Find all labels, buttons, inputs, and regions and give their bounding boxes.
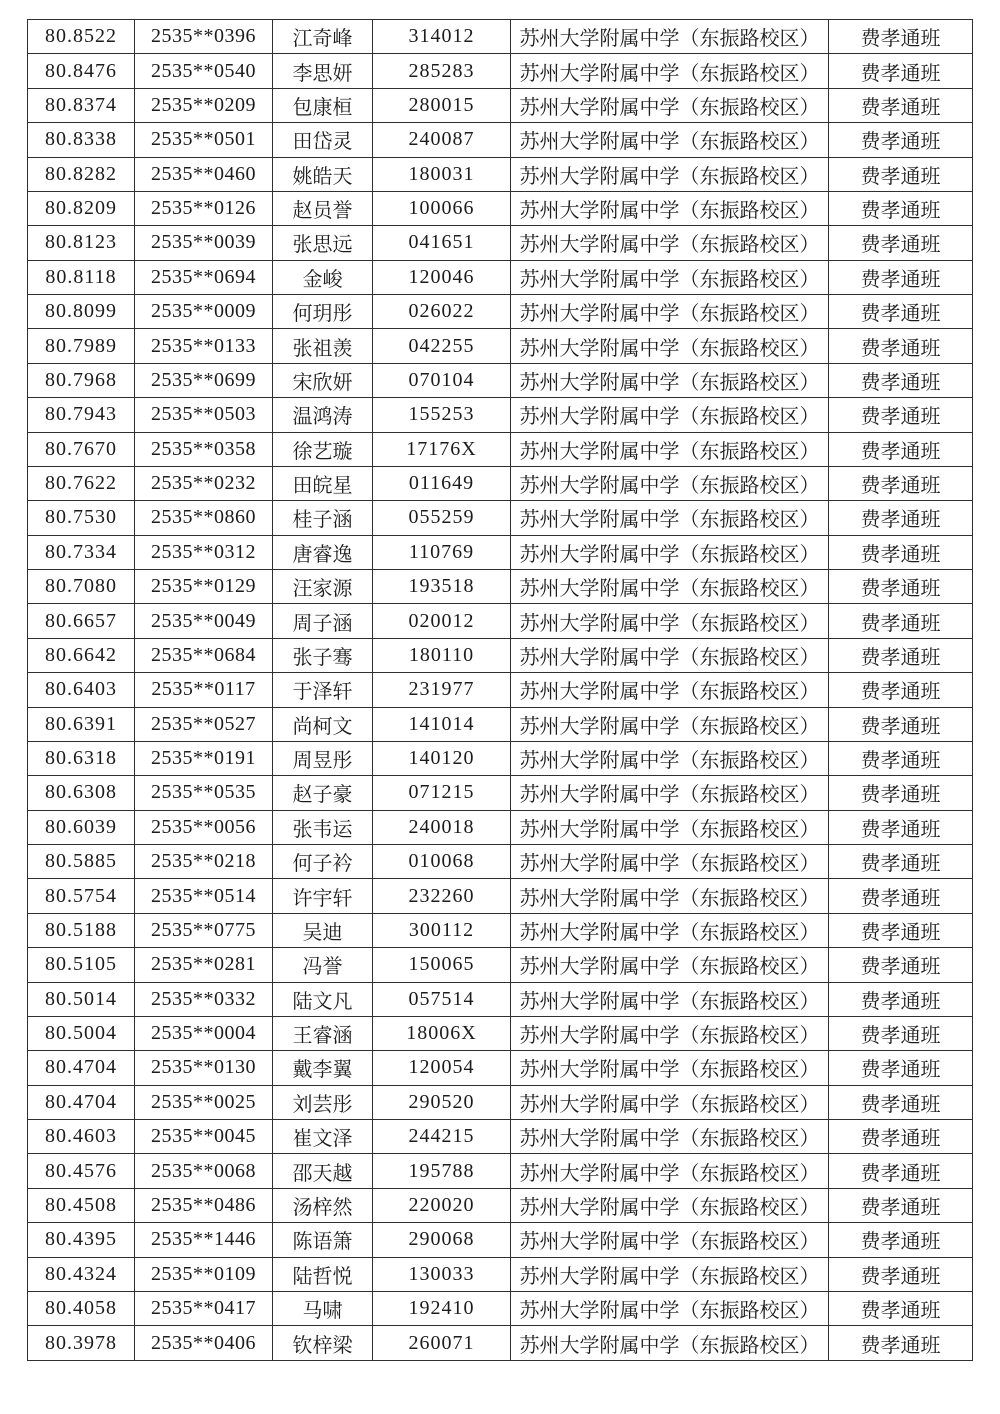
name-cell: 马啸 <box>273 1291 373 1325</box>
class-cell: 费孝通班 <box>829 535 973 569</box>
code-cell: 120054 <box>373 1051 511 1085</box>
name-cell: 邵天越 <box>273 1154 373 1188</box>
code-cell: 240018 <box>373 810 511 844</box>
name-cell: 何玥彤 <box>273 295 373 329</box>
code-cell: 100066 <box>373 191 511 225</box>
school-cell: 苏州大学附属中学（东振路校区） <box>511 982 829 1016</box>
school-cell: 苏州大学附属中学（东振路校区） <box>511 913 829 947</box>
id-cell: 2535**0503 <box>135 398 273 432</box>
name-cell: 崔文泽 <box>273 1120 373 1154</box>
id-cell: 2535**0417 <box>135 1291 273 1325</box>
code-cell: 141014 <box>373 707 511 741</box>
name-cell: 宋欣妍 <box>273 363 373 397</box>
school-cell: 苏州大学附属中学（东振路校区） <box>511 54 829 88</box>
code-cell: 070104 <box>373 363 511 397</box>
score-cell: 80.8123 <box>28 226 135 260</box>
class-cell: 费孝通班 <box>829 638 973 672</box>
name-cell: 许宇轩 <box>273 879 373 913</box>
table-row <box>28 982 973 1016</box>
table-row <box>28 226 973 260</box>
code-cell: 180031 <box>373 157 511 191</box>
name-cell: 王睿涵 <box>273 1016 373 1050</box>
school-cell: 苏州大学附属中学（东振路校区） <box>511 1016 829 1050</box>
school-cell: 苏州大学附属中学（东振路校区） <box>511 1257 829 1291</box>
name-cell: 陈语箫 <box>273 1223 373 1257</box>
school-cell: 苏州大学附属中学（东振路校区） <box>511 741 829 775</box>
school-cell: 苏州大学附属中学（东振路校区） <box>511 1120 829 1154</box>
class-cell: 费孝通班 <box>829 123 973 157</box>
name-cell: 唐睿逸 <box>273 535 373 569</box>
school-cell: 苏州大学附属中学（东振路校区） <box>511 20 829 54</box>
class-cell: 费孝通班 <box>829 398 973 432</box>
id-cell: 2535**0527 <box>135 707 273 741</box>
class-cell: 费孝通班 <box>829 1223 973 1257</box>
name-cell: 钦梓梁 <box>273 1326 373 1361</box>
code-cell: 231977 <box>373 673 511 707</box>
class-cell: 费孝通班 <box>829 363 973 397</box>
school-cell: 苏州大学附属中学（东振路校区） <box>511 638 829 672</box>
score-cell: 80.5014 <box>28 982 135 1016</box>
name-cell: 李思妍 <box>273 54 373 88</box>
name-cell: 戴李翼 <box>273 1051 373 1085</box>
name-cell: 张韦运 <box>273 810 373 844</box>
score-cell: 80.6403 <box>28 673 135 707</box>
name-cell: 吴迪 <box>273 913 373 947</box>
score-cell: 80.4508 <box>28 1188 135 1222</box>
code-cell: 240087 <box>373 123 511 157</box>
table-row <box>28 20 973 54</box>
id-cell: 2535**0126 <box>135 191 273 225</box>
score-cell: 80.7670 <box>28 432 135 466</box>
name-cell: 冯誉 <box>273 948 373 982</box>
table-row <box>28 1291 973 1325</box>
score-cell: 80.7968 <box>28 363 135 397</box>
code-cell: 150065 <box>373 948 511 982</box>
table-row <box>28 1223 973 1257</box>
table-row <box>28 948 973 982</box>
school-cell: 苏州大学附属中学（东振路校区） <box>511 707 829 741</box>
code-cell: 232260 <box>373 879 511 913</box>
code-cell: 290068 <box>373 1223 511 1257</box>
score-cell: 80.8209 <box>28 191 135 225</box>
school-cell: 苏州大学附属中学（东振路校区） <box>511 948 829 982</box>
class-cell: 费孝通班 <box>829 707 973 741</box>
name-cell: 桂子涵 <box>273 501 373 535</box>
score-cell: 80.4704 <box>28 1051 135 1085</box>
score-cell: 80.7530 <box>28 501 135 535</box>
id-cell: 2535**0312 <box>135 535 273 569</box>
code-cell: 011649 <box>373 466 511 500</box>
table-row <box>28 466 973 500</box>
score-cell: 80.3978 <box>28 1326 135 1361</box>
name-cell: 何子衿 <box>273 845 373 879</box>
class-cell: 费孝通班 <box>829 1257 973 1291</box>
class-cell: 费孝通班 <box>829 1051 973 1085</box>
score-cell: 80.6318 <box>28 741 135 775</box>
table-row <box>28 157 973 191</box>
school-cell: 苏州大学附属中学（东振路校区） <box>511 191 829 225</box>
score-cell: 80.8282 <box>28 157 135 191</box>
table-row <box>28 707 973 741</box>
table-row <box>28 1016 973 1050</box>
table-body <box>28 20 973 1361</box>
id-cell: 2535**0514 <box>135 879 273 913</box>
class-cell: 费孝通班 <box>829 157 973 191</box>
name-cell: 金峻 <box>273 260 373 294</box>
class-cell: 费孝通班 <box>829 20 973 54</box>
id-cell: 2535**0056 <box>135 810 273 844</box>
id-cell: 2535**0209 <box>135 88 273 122</box>
school-cell: 苏州大学附属中学（东振路校区） <box>511 1326 829 1361</box>
code-cell: 195788 <box>373 1154 511 1188</box>
class-cell: 费孝通班 <box>829 1291 973 1325</box>
name-cell: 温鸿涛 <box>273 398 373 432</box>
id-cell: 2535**0486 <box>135 1188 273 1222</box>
id-cell: 2535**0281 <box>135 948 273 982</box>
code-cell: 290520 <box>373 1085 511 1119</box>
score-cell: 80.6642 <box>28 638 135 672</box>
table-row <box>28 570 973 604</box>
table-row <box>28 1154 973 1188</box>
id-cell: 2535**0068 <box>135 1154 273 1188</box>
class-cell: 费孝通班 <box>829 501 973 535</box>
code-cell: 041651 <box>373 226 511 260</box>
class-cell: 费孝通班 <box>829 1120 973 1154</box>
code-cell: 010068 <box>373 845 511 879</box>
school-cell: 苏州大学附属中学（东振路校区） <box>511 329 829 363</box>
code-cell: 193518 <box>373 570 511 604</box>
name-cell: 田岱灵 <box>273 123 373 157</box>
name-cell: 周子涵 <box>273 604 373 638</box>
table-row <box>28 1051 973 1085</box>
id-cell: 2535**0540 <box>135 54 273 88</box>
table-row <box>28 810 973 844</box>
id-cell: 2535**0025 <box>135 1085 273 1119</box>
id-cell: 2535**0109 <box>135 1257 273 1291</box>
score-cell: 80.4704 <box>28 1085 135 1119</box>
score-cell: 80.7334 <box>28 535 135 569</box>
score-cell: 80.7943 <box>28 398 135 432</box>
id-cell: 2535**0535 <box>135 776 273 810</box>
name-cell: 陆文凡 <box>273 982 373 1016</box>
school-cell: 苏州大学附属中学（东振路校区） <box>511 604 829 638</box>
school-cell: 苏州大学附属中学（东振路校区） <box>511 776 829 810</box>
code-cell: 192410 <box>373 1291 511 1325</box>
code-cell: 18006X <box>373 1016 511 1050</box>
class-cell: 费孝通班 <box>829 466 973 500</box>
id-cell: 2535**0004 <box>135 1016 273 1050</box>
table-row <box>28 363 973 397</box>
admission-score-table <box>27 19 973 1361</box>
code-cell: 314012 <box>373 20 511 54</box>
id-cell: 2535**0501 <box>135 123 273 157</box>
code-cell: 120046 <box>373 260 511 294</box>
code-cell: 020012 <box>373 604 511 638</box>
table-row <box>28 638 973 672</box>
score-cell: 80.8118 <box>28 260 135 294</box>
code-cell: 180110 <box>373 638 511 672</box>
class-cell: 费孝通班 <box>829 604 973 638</box>
school-cell: 苏州大学附属中学（东振路校区） <box>511 226 829 260</box>
class-cell: 费孝通班 <box>829 741 973 775</box>
table-row <box>28 879 973 913</box>
school-cell: 苏州大学附属中学（东振路校区） <box>511 879 829 913</box>
code-cell: 260071 <box>373 1326 511 1361</box>
name-cell: 汪家源 <box>273 570 373 604</box>
school-cell: 苏州大学附属中学（东振路校区） <box>511 157 829 191</box>
code-cell: 285283 <box>373 54 511 88</box>
table-row <box>28 54 973 88</box>
score-cell: 80.6308 <box>28 776 135 810</box>
table-row <box>28 329 973 363</box>
table-row <box>28 260 973 294</box>
table-row <box>28 1326 973 1361</box>
id-cell: 2535**0860 <box>135 501 273 535</box>
school-cell: 苏州大学附属中学（东振路校区） <box>511 1223 829 1257</box>
school-cell: 苏州大学附属中学（东振路校区） <box>511 1291 829 1325</box>
table-row <box>28 1188 973 1222</box>
table-row <box>28 398 973 432</box>
school-cell: 苏州大学附属中学（东振路校区） <box>511 432 829 466</box>
id-cell: 2535**0396 <box>135 20 273 54</box>
school-cell: 苏州大学附属中学（东振路校区） <box>511 123 829 157</box>
score-cell: 80.7080 <box>28 570 135 604</box>
class-cell: 费孝通班 <box>829 432 973 466</box>
code-cell: 071215 <box>373 776 511 810</box>
table-row <box>28 432 973 466</box>
id-cell: 2535**1446 <box>135 1223 273 1257</box>
score-cell: 80.8522 <box>28 20 135 54</box>
score-cell: 80.8338 <box>28 123 135 157</box>
class-cell: 费孝通班 <box>829 226 973 260</box>
id-cell: 2535**0133 <box>135 329 273 363</box>
school-cell: 苏州大学附属中学（东振路校区） <box>511 1188 829 1222</box>
score-cell: 80.5754 <box>28 879 135 913</box>
code-cell: 300112 <box>373 913 511 947</box>
score-cell: 80.5105 <box>28 948 135 982</box>
class-cell: 费孝通班 <box>829 1326 973 1361</box>
id-cell: 2535**0191 <box>135 741 273 775</box>
school-cell: 苏州大学附属中学（东振路校区） <box>511 535 829 569</box>
table-row <box>28 501 973 535</box>
score-cell: 80.4395 <box>28 1223 135 1257</box>
score-cell: 80.5885 <box>28 845 135 879</box>
id-cell: 2535**0775 <box>135 913 273 947</box>
table-row <box>28 1120 973 1154</box>
class-cell: 费孝通班 <box>829 260 973 294</box>
score-cell: 80.4058 <box>28 1291 135 1325</box>
class-cell: 费孝通班 <box>829 88 973 122</box>
id-cell: 2535**0009 <box>135 295 273 329</box>
class-cell: 费孝通班 <box>829 570 973 604</box>
school-cell: 苏州大学附属中学（东振路校区） <box>511 1085 829 1119</box>
code-cell: 140120 <box>373 741 511 775</box>
table-row <box>28 535 973 569</box>
school-cell: 苏州大学附属中学（东振路校区） <box>511 570 829 604</box>
class-cell: 费孝通班 <box>829 776 973 810</box>
table-row <box>28 741 973 775</box>
code-cell: 026022 <box>373 295 511 329</box>
id-cell: 2535**0332 <box>135 982 273 1016</box>
table-row <box>28 295 973 329</box>
table-row <box>28 191 973 225</box>
school-cell: 苏州大学附属中学（东振路校区） <box>511 845 829 879</box>
class-cell: 费孝通班 <box>829 191 973 225</box>
name-cell: 张思远 <box>273 226 373 260</box>
table-row <box>28 776 973 810</box>
name-cell: 徐艺璇 <box>273 432 373 466</box>
code-cell: 220020 <box>373 1188 511 1222</box>
score-cell: 80.7622 <box>28 466 135 500</box>
name-cell: 周昱彤 <box>273 741 373 775</box>
score-cell: 80.6391 <box>28 707 135 741</box>
score-cell: 80.6039 <box>28 810 135 844</box>
name-cell: 陆哲悦 <box>273 1257 373 1291</box>
id-cell: 2535**0039 <box>135 226 273 260</box>
table-row <box>28 913 973 947</box>
table-row <box>28 673 973 707</box>
code-cell: 244215 <box>373 1120 511 1154</box>
class-cell: 费孝通班 <box>829 948 973 982</box>
school-cell: 苏州大学附属中学（东振路校区） <box>511 466 829 500</box>
name-cell: 刘芸彤 <box>273 1085 373 1119</box>
name-cell: 张祖羡 <box>273 329 373 363</box>
id-cell: 2535**0699 <box>135 363 273 397</box>
school-cell: 苏州大学附属中学（东振路校区） <box>511 260 829 294</box>
class-cell: 费孝通班 <box>829 845 973 879</box>
table-row <box>28 88 973 122</box>
id-cell: 2535**0406 <box>135 1326 273 1361</box>
id-cell: 2535**0460 <box>135 157 273 191</box>
table-row <box>28 845 973 879</box>
school-cell: 苏州大学附属中学（东振路校区） <box>511 501 829 535</box>
class-cell: 费孝通班 <box>829 982 973 1016</box>
class-cell: 费孝通班 <box>829 810 973 844</box>
id-cell: 2535**0232 <box>135 466 273 500</box>
table-row <box>28 1085 973 1119</box>
class-cell: 费孝通班 <box>829 329 973 363</box>
name-cell: 包康桓 <box>273 88 373 122</box>
name-cell: 江奇峰 <box>273 20 373 54</box>
id-cell: 2535**0049 <box>135 604 273 638</box>
class-cell: 费孝通班 <box>829 1016 973 1050</box>
name-cell: 张子骞 <box>273 638 373 672</box>
code-cell: 17176X <box>373 432 511 466</box>
score-cell: 80.5004 <box>28 1016 135 1050</box>
score-cell: 80.5188 <box>28 913 135 947</box>
class-cell: 费孝通班 <box>829 1085 973 1119</box>
score-cell: 80.8476 <box>28 54 135 88</box>
code-cell: 110769 <box>373 535 511 569</box>
code-cell: 130033 <box>373 1257 511 1291</box>
score-cell: 80.6657 <box>28 604 135 638</box>
table-row <box>28 123 973 157</box>
code-cell: 155253 <box>373 398 511 432</box>
school-cell: 苏州大学附属中学（东振路校区） <box>511 1051 829 1085</box>
school-cell: 苏州大学附属中学（东振路校区） <box>511 673 829 707</box>
school-cell: 苏州大学附属中学（东振路校区） <box>511 810 829 844</box>
score-cell: 80.4324 <box>28 1257 135 1291</box>
id-cell: 2535**0694 <box>135 260 273 294</box>
id-cell: 2535**0684 <box>135 638 273 672</box>
class-cell: 费孝通班 <box>829 879 973 913</box>
class-cell: 费孝通班 <box>829 1188 973 1222</box>
id-cell: 2535**0358 <box>135 432 273 466</box>
code-cell: 042255 <box>373 329 511 363</box>
id-cell: 2535**0129 <box>135 570 273 604</box>
class-cell: 费孝通班 <box>829 673 973 707</box>
name-cell: 姚皓天 <box>273 157 373 191</box>
name-cell: 赵子豪 <box>273 776 373 810</box>
code-cell: 055259 <box>373 501 511 535</box>
id-cell: 2535**0117 <box>135 673 273 707</box>
score-cell: 80.4603 <box>28 1120 135 1154</box>
class-cell: 费孝通班 <box>829 1154 973 1188</box>
name-cell: 于泽轩 <box>273 673 373 707</box>
table-row <box>28 604 973 638</box>
score-cell: 80.8099 <box>28 295 135 329</box>
school-cell: 苏州大学附属中学（东振路校区） <box>511 398 829 432</box>
school-cell: 苏州大学附属中学（东振路校区） <box>511 88 829 122</box>
id-cell: 2535**0218 <box>135 845 273 879</box>
id-cell: 2535**0130 <box>135 1051 273 1085</box>
code-cell: 280015 <box>373 88 511 122</box>
id-cell: 2535**0045 <box>135 1120 273 1154</box>
class-cell: 费孝通班 <box>829 295 973 329</box>
score-cell: 80.8374 <box>28 88 135 122</box>
school-cell: 苏州大学附属中学（东振路校区） <box>511 1154 829 1188</box>
code-cell: 057514 <box>373 982 511 1016</box>
class-cell: 费孝通班 <box>829 913 973 947</box>
name-cell: 尚柯文 <box>273 707 373 741</box>
table-row <box>28 1257 973 1291</box>
name-cell: 汤梓然 <box>273 1188 373 1222</box>
class-cell: 费孝通班 <box>829 54 973 88</box>
score-cell: 80.4576 <box>28 1154 135 1188</box>
score-cell: 80.7989 <box>28 329 135 363</box>
name-cell: 田皖星 <box>273 466 373 500</box>
name-cell: 赵员誉 <box>273 191 373 225</box>
school-cell: 苏州大学附属中学（东振路校区） <box>511 363 829 397</box>
school-cell: 苏州大学附属中学（东振路校区） <box>511 295 829 329</box>
